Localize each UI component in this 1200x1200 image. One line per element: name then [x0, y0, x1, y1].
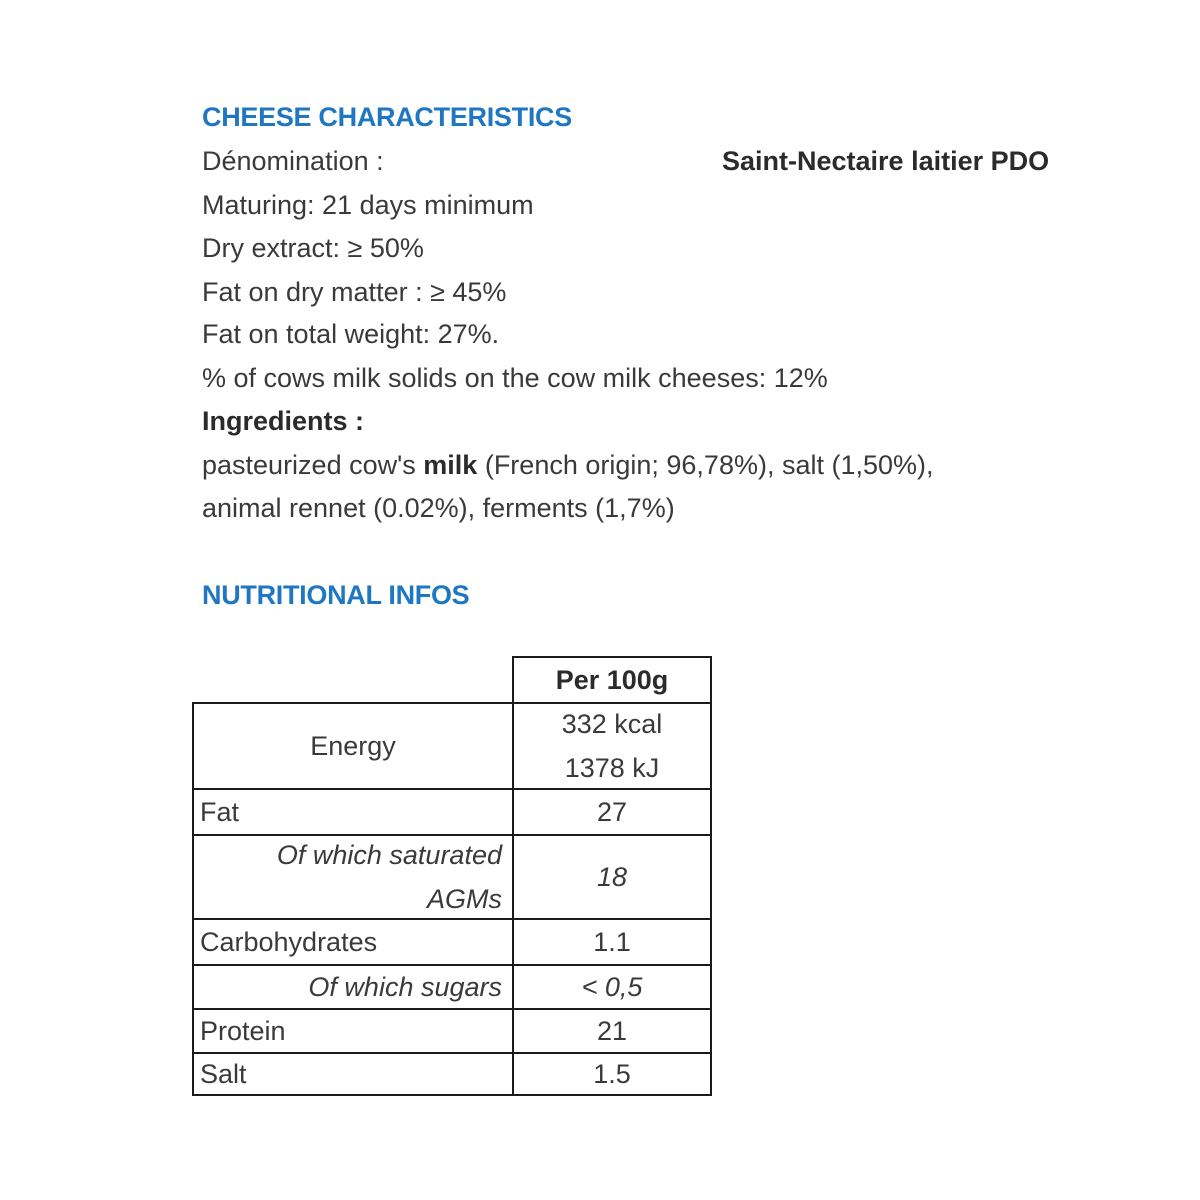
cows-milk-solids-line: % of cows milk solids on the cow milk cheeses: 12% — [202, 363, 828, 393]
ingredients-line-2: animal rennet (0.02%), ferments (1,7%) — [202, 493, 675, 523]
ingredients-line-1-pre: pasteurized cow's — [202, 450, 416, 480]
row-carbohydrates-value: 1.1 — [512, 918, 712, 966]
saturated-label-line-2: AGMs — [426, 884, 502, 914]
ingredients-line-1 — [202, 450, 934, 480]
row-sugars-value: < 0,5 — [512, 964, 712, 1010]
row-sugars-label: Of which sugars — [192, 964, 514, 1010]
column-header-per-100g: Per 100g — [512, 656, 712, 704]
denomination-value: Saint-Nectaire laitier PDO — [722, 146, 1050, 176]
ingredients-label-text: Ingredients : — [202, 406, 365, 436]
maturing-line: Maturing: 21 days minimum — [202, 190, 534, 220]
row-protein-value: 21 — [512, 1008, 712, 1054]
cheese-characteristics-heading: CHEESE CHARACTERISTICS — [202, 102, 572, 132]
row-salt-value: 1.5 — [512, 1052, 712, 1096]
row-fat-label: Fat — [192, 788, 514, 836]
row-protein-label: Protein — [192, 1008, 514, 1054]
row-salt-label: Salt — [192, 1052, 514, 1096]
ingredients-milk-bold: milk — [423, 450, 478, 480]
row-saturated-value: 18 — [512, 834, 712, 920]
row-fat-value: 27 — [512, 788, 712, 836]
nutritional-infos-heading: NUTRITIONAL INFOS — [202, 580, 470, 610]
energy-kcal: 332 kcal — [561, 709, 663, 739]
ingredients-label — [202, 406, 364, 436]
fat-total-weight-line: Fat on total weight: 27%. — [202, 319, 500, 349]
row-energy-value — [512, 702, 712, 790]
fat-dry-matter-line: Fat on dry matter : ≥ 45% — [202, 277, 507, 307]
saturated-label-line-1: Of which saturated — [276, 840, 502, 870]
dry-extract-line: Dry extract: ≥ 50% — [202, 233, 424, 263]
ingredients-line-1-post: (French origin; 96,78%), salt (1,50%), — [484, 450, 934, 480]
denomination-row — [202, 146, 1050, 176]
row-carbohydrates-label: Carbohydrates — [192, 918, 514, 966]
row-energy-label: Energy — [192, 702, 514, 790]
denomination-label: Dénomination : — [202, 146, 384, 176]
energy-kj: 1378 kJ — [564, 753, 660, 783]
row-saturated-label — [192, 834, 514, 920]
